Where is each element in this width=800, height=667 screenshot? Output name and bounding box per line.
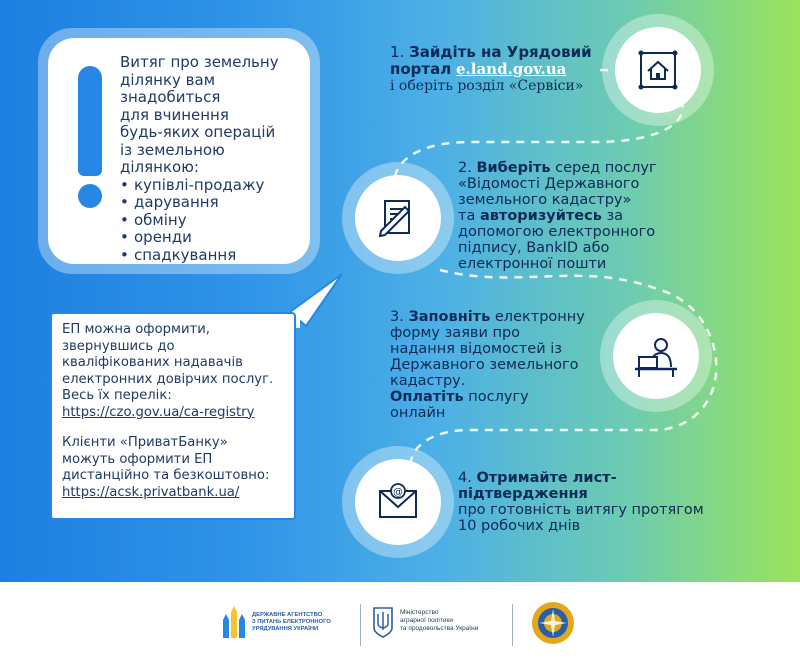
ep-info-bubble: ЕП можна оформити, звернувшись до кваліфікованих надавачів електронних довірчих послуг. Весь їх перелік: https://czo.gov.ua/ca-registry Клієнти «ПриватБанку» можуть оформити ЕП дистанційно та безкоштовно: https://acsk.privatbank.ua/ [50,312,296,520]
list-item: • дарування [120,193,219,211]
footer-logos [0,582,800,667]
step-4-icon-circle [342,446,454,558]
svg-text:@: @ [393,487,403,498]
agency-logo: ДЕРЖАВНЕ АГЕНТСТВО З ПИТАНЬ ЕЛЕКТРОННОГО УРЯДУВАННЯ УКРАЇНИ [220,604,331,640]
footer-divider [512,604,513,646]
list-item: • оренди [120,228,192,246]
step-1-icon-circle [602,14,714,126]
exclamation-dot [78,184,102,208]
operations-list [120,177,310,265]
document-edit-icon [375,195,421,241]
step-2-icon-circle [342,162,454,274]
list-item: • обміну [120,210,187,229]
step-3-text: 3. Заповніть електронну форму заяви про надання відомостей із Державного земельного кадастру. Оплатіть послугу онлайн [390,309,585,421]
house-icon [635,47,681,93]
geocadastre-seal-icon [530,600,576,646]
alert-text: Витяг про земельну ділянку вам знадобиться для вчинення будь-яких операцій із земельною ділянкою: • купівлі-продажу • дарування • обміну • оренди • спадкування [120,54,310,264]
step-4-text: 4. Отримайте лист- підтвердження про готовність витягу протягом 10 робочих днів [458,470,704,534]
list-item: • купівлі-продажу [120,175,265,194]
step-2-text: 2. Виберіть серед послуг «Відомості Державного земельного кадастру» та авторизуйтесь за допомогою електронного підпису, BankID або електронної пошти [458,160,657,272]
alert-card [38,28,320,274]
step-3-icon-circle [600,300,712,412]
geocadastre-emblem [530,600,576,646]
exclamation-icon [78,66,102,176]
email-envelope-icon [375,479,421,525]
person-at-desk-icon [631,331,681,381]
trident-icon [372,604,394,638]
list-item: • спадкування [120,245,237,264]
ministry-logo: Міністерство аграрної політики та продовольства України [372,604,478,638]
bubble-tail [290,268,350,328]
ca-registry-link[interactable]: https://czo.gov.ua/ca-registry [62,404,255,420]
step-1-text: 1. Зайдіть на Урядовий портал e.land.gov.ua і оберіть розділ «Сервіси» [390,43,592,94]
eland-link[interactable]: e.land.gov.ua [456,60,567,78]
footer-divider [360,604,361,646]
agency-emblem-icon [220,604,248,640]
privatbank-link[interactable]: https://acsk.privatbank.ua/ [62,484,240,500]
